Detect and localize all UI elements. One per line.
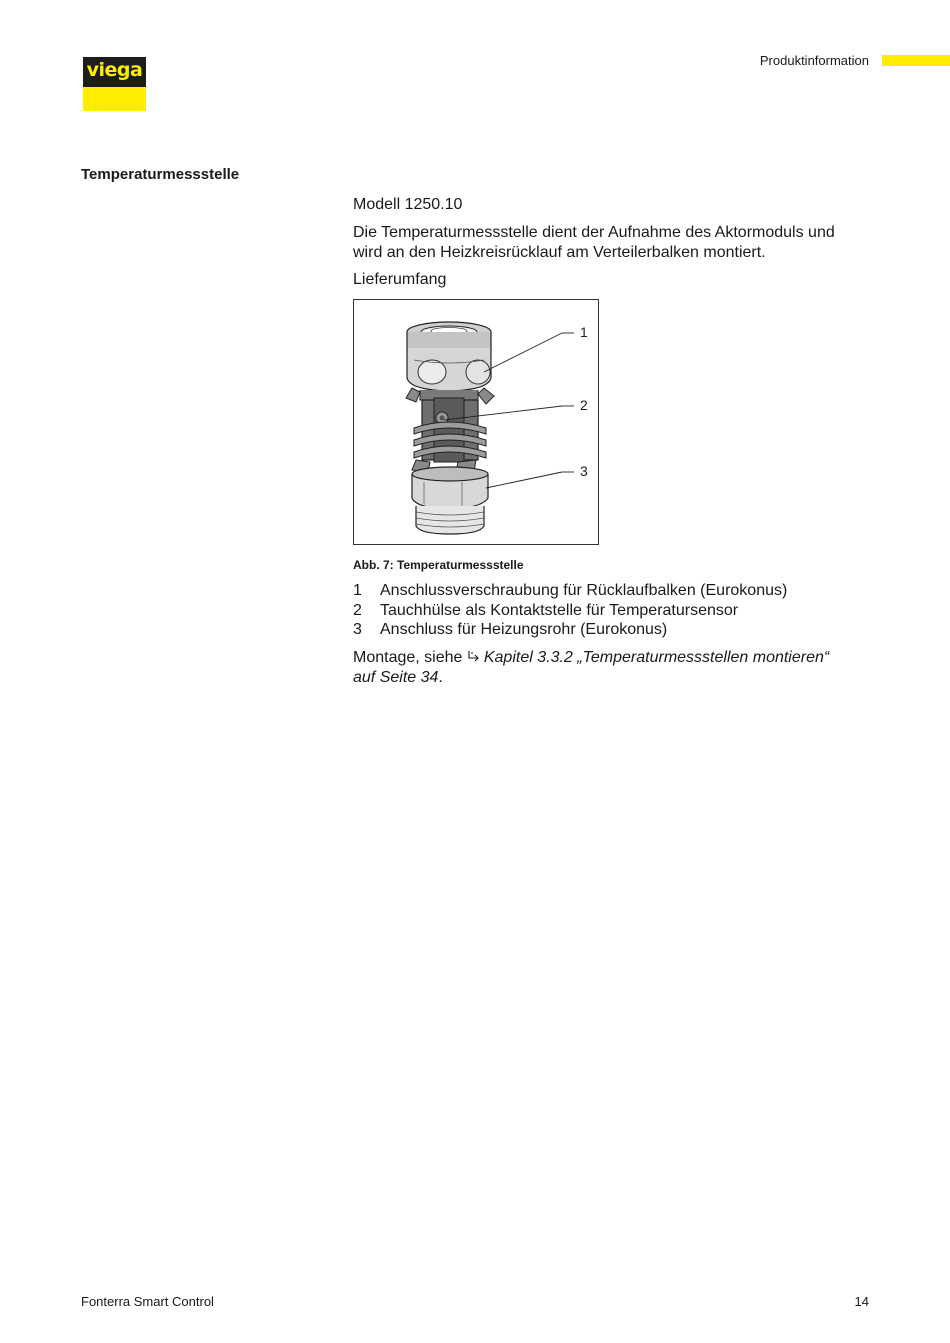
callout-1: 1: [580, 324, 588, 340]
legend-text: Anschlussverschraubung für Rücklaufbalken (Eurokonus): [380, 582, 788, 599]
main-content: [353, 195, 853, 688]
temperature-sensor-fitting-illustration: [354, 300, 598, 544]
logo-yellow-block: [83, 87, 146, 111]
legend-item: [353, 601, 853, 621]
legend-text: Tauchhülse als Kontaktstelle für Temperatursensor: [380, 601, 739, 619]
callout-2: 2: [580, 397, 588, 413]
link-arrow-icon: [467, 650, 481, 663]
logo-wordmark: viega: [86, 59, 143, 81]
figure-caption: Abb. 7: Temperaturmessstelle: [353, 558, 524, 572]
viega-logo: [83, 57, 146, 111]
note-prefix: Montage, siehe: [353, 648, 467, 666]
model-heading: Modell 1250.10: [353, 196, 463, 213]
figure-legend: [353, 581, 853, 640]
section-title: Temperaturmessstelle: [81, 166, 240, 183]
footer-page-number: 14: [854, 1294, 869, 1309]
callout-3: 3: [580, 463, 588, 479]
scope-label: Lieferumfang: [353, 271, 447, 288]
legend-number: 3: [353, 621, 362, 638]
chapter-link-text: Kapitel 3.3.2 „Temperaturmessstellen montieren“ auf Seite 34: [353, 648, 830, 686]
legend-item: [353, 620, 853, 640]
description-paragraph: Die Temperaturmessstelle dient der Aufnahme des Aktormoduls und wird an den Heizkreisrücklauf am Verteilerbalken montiert.: [353, 224, 835, 261]
mounting-note: [353, 648, 853, 688]
legend-item: [353, 581, 853, 601]
note-suffix: .: [438, 668, 443, 686]
product-figure: [353, 299, 599, 545]
legend-number: 2: [353, 601, 362, 619]
section-label: Produktinformation: [759, 53, 869, 68]
footer-product-name: Fonterra Smart Control: [81, 1294, 214, 1309]
legend-text: Anschluss für Heizungsrohr (Eurokonus): [380, 621, 668, 638]
section-accent-bar: [882, 55, 950, 66]
legend-number: 1: [353, 582, 362, 599]
